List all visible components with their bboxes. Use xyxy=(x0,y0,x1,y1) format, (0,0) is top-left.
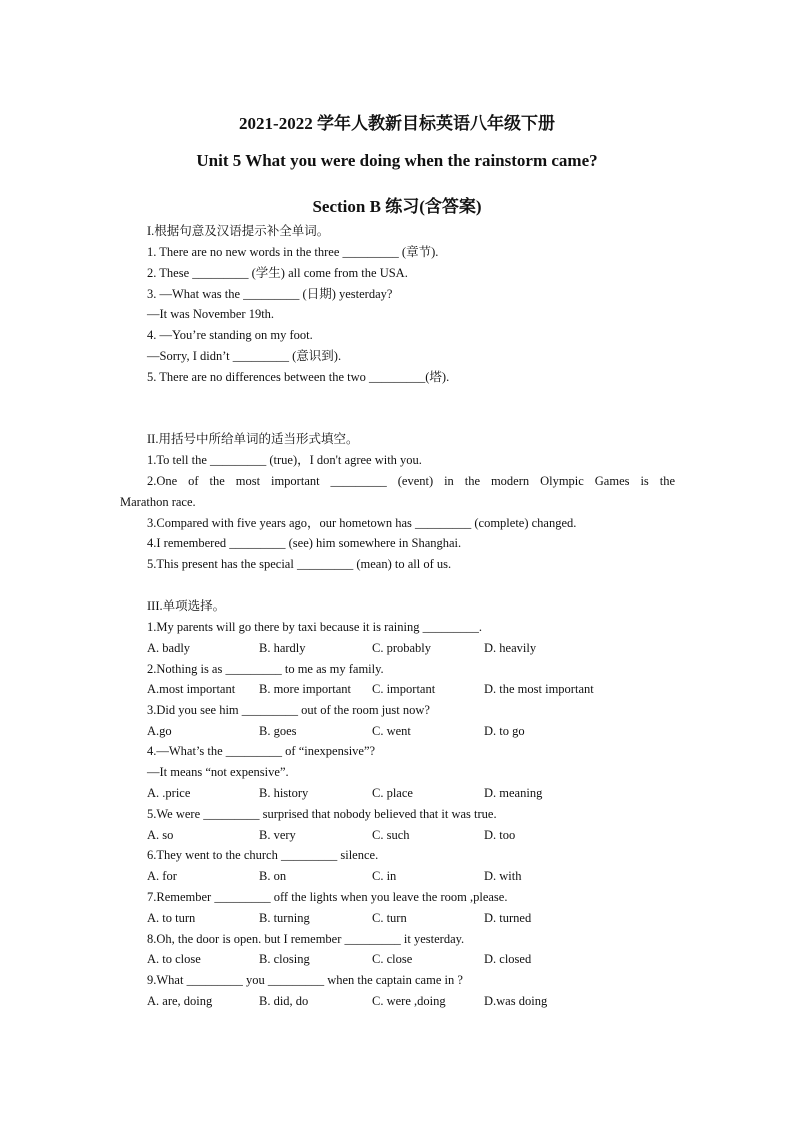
part-1-line: 3. —What was the _________ (日期) yesterday? xyxy=(147,287,393,301)
option-d: D. heavily xyxy=(484,641,537,655)
option-a: A. .price xyxy=(147,786,191,800)
option-b: B. very xyxy=(259,828,296,842)
option-a: A. for xyxy=(147,869,177,883)
question-stem: 1.My parents will go there by taxi because it is raining _________. xyxy=(147,620,483,634)
part-1-line: 5. There are no differences between the two _________(塔). xyxy=(147,370,450,384)
part-1-heading: I.根据句意及汉语提示补全单词。 xyxy=(147,224,330,238)
part-1-line: —It was November 19th. xyxy=(147,307,275,321)
option-a: A.go xyxy=(147,724,172,738)
part-2-question-cont: Marathon race. xyxy=(120,495,196,509)
part-3-heading: III.单项选择。 xyxy=(147,599,226,613)
option-a: A.most important xyxy=(147,682,236,696)
option-a: A. so xyxy=(147,828,174,842)
part-1-line: —Sorry, I didn’t _________ (意识到). xyxy=(147,349,342,363)
option-c: C. important xyxy=(372,682,436,696)
unit-title: Unit 5 What you were doing when the rainstorm came? xyxy=(196,151,598,170)
option-b: B. history xyxy=(259,786,309,800)
option-b: B. did, do xyxy=(259,994,309,1008)
option-d: D.was doing xyxy=(484,994,548,1008)
option-c: C. in xyxy=(372,869,397,883)
option-c: C. were ,doing xyxy=(372,994,446,1008)
part-1-line: 2. These _________ (学生) all come from the USA. xyxy=(147,266,408,280)
question-stem: 6.They went to the church _________ silence. xyxy=(147,848,379,862)
option-d: D. with xyxy=(484,869,522,883)
option-c: C. such xyxy=(372,828,410,842)
part-2-question: 1.To tell the _________ (true)，I don't agree with you. xyxy=(147,453,422,467)
question-stem: 9.What _________ you _________ when the captain came in ? xyxy=(147,973,463,987)
question-stem: 7.Remember _________ off the lights when you leave the room ,please. xyxy=(147,890,508,904)
option-d: D. turned xyxy=(484,911,532,925)
option-d: D. meaning xyxy=(484,786,543,800)
part-2-question: 3.Compared with five years ago，our hometown has _________ (complete) changed. xyxy=(147,516,577,530)
question-stem: 8.Oh, the door is open. but I remember _________ it yesterday. xyxy=(147,932,465,946)
part-1-line: 1. There are no new words in the three _________ (章节). xyxy=(147,245,439,259)
option-a: A. badly xyxy=(147,641,191,655)
question-stem: 4.—What’s the _________ of “inexpensive”? xyxy=(147,744,376,758)
part-1-line: 4. —You’re standing on my foot. xyxy=(147,328,313,342)
section-title: Section B 练习(含答案) xyxy=(312,197,482,216)
question-stem: 2.Nothing is as _________ to me as my family. xyxy=(147,662,384,676)
option-c: C. probably xyxy=(372,641,432,655)
option-d: D. to go xyxy=(484,724,525,738)
part-2-question: 5.This present has the special _________ (mean) to all of us. xyxy=(147,557,452,571)
option-d: D. closed xyxy=(484,952,532,966)
option-b: B. more important xyxy=(259,682,351,696)
option-a: A. are, doing xyxy=(147,994,213,1008)
part-2-question: 2.One of the most important _________ (event) in the modern Olympic Games is the xyxy=(147,474,675,488)
document-title: 2021-2022 学年人教新目标英语八年级下册 xyxy=(239,114,555,133)
option-b: B. turning xyxy=(259,911,310,925)
question-stem: 3.Did you see him _________ out of the room just now? xyxy=(147,703,430,717)
part-2-question: 4.I remembered _________ (see) him somewhere in Shanghai. xyxy=(147,536,462,550)
part-2-heading: II.用括号中所给单词的适当形式填空。 xyxy=(147,432,359,446)
option-c: C. turn xyxy=(372,911,407,925)
option-b: B. goes xyxy=(259,724,297,738)
option-d: D. the most important xyxy=(484,682,594,696)
option-a: A. to close xyxy=(147,952,201,966)
question-stem-cont: —It means “not expensive”. xyxy=(147,765,289,779)
option-c: C. place xyxy=(372,786,413,800)
option-c: C. went xyxy=(372,724,411,738)
option-a: A. to turn xyxy=(147,911,196,925)
option-b: B. on xyxy=(259,869,287,883)
option-b: B. hardly xyxy=(259,641,306,655)
option-c: C. close xyxy=(372,952,413,966)
question-stem: 5.We were _________ surprised that nobody believed that it was true. xyxy=(147,807,497,821)
option-b: B. closing xyxy=(259,952,310,966)
option-d: D. too xyxy=(484,828,516,842)
